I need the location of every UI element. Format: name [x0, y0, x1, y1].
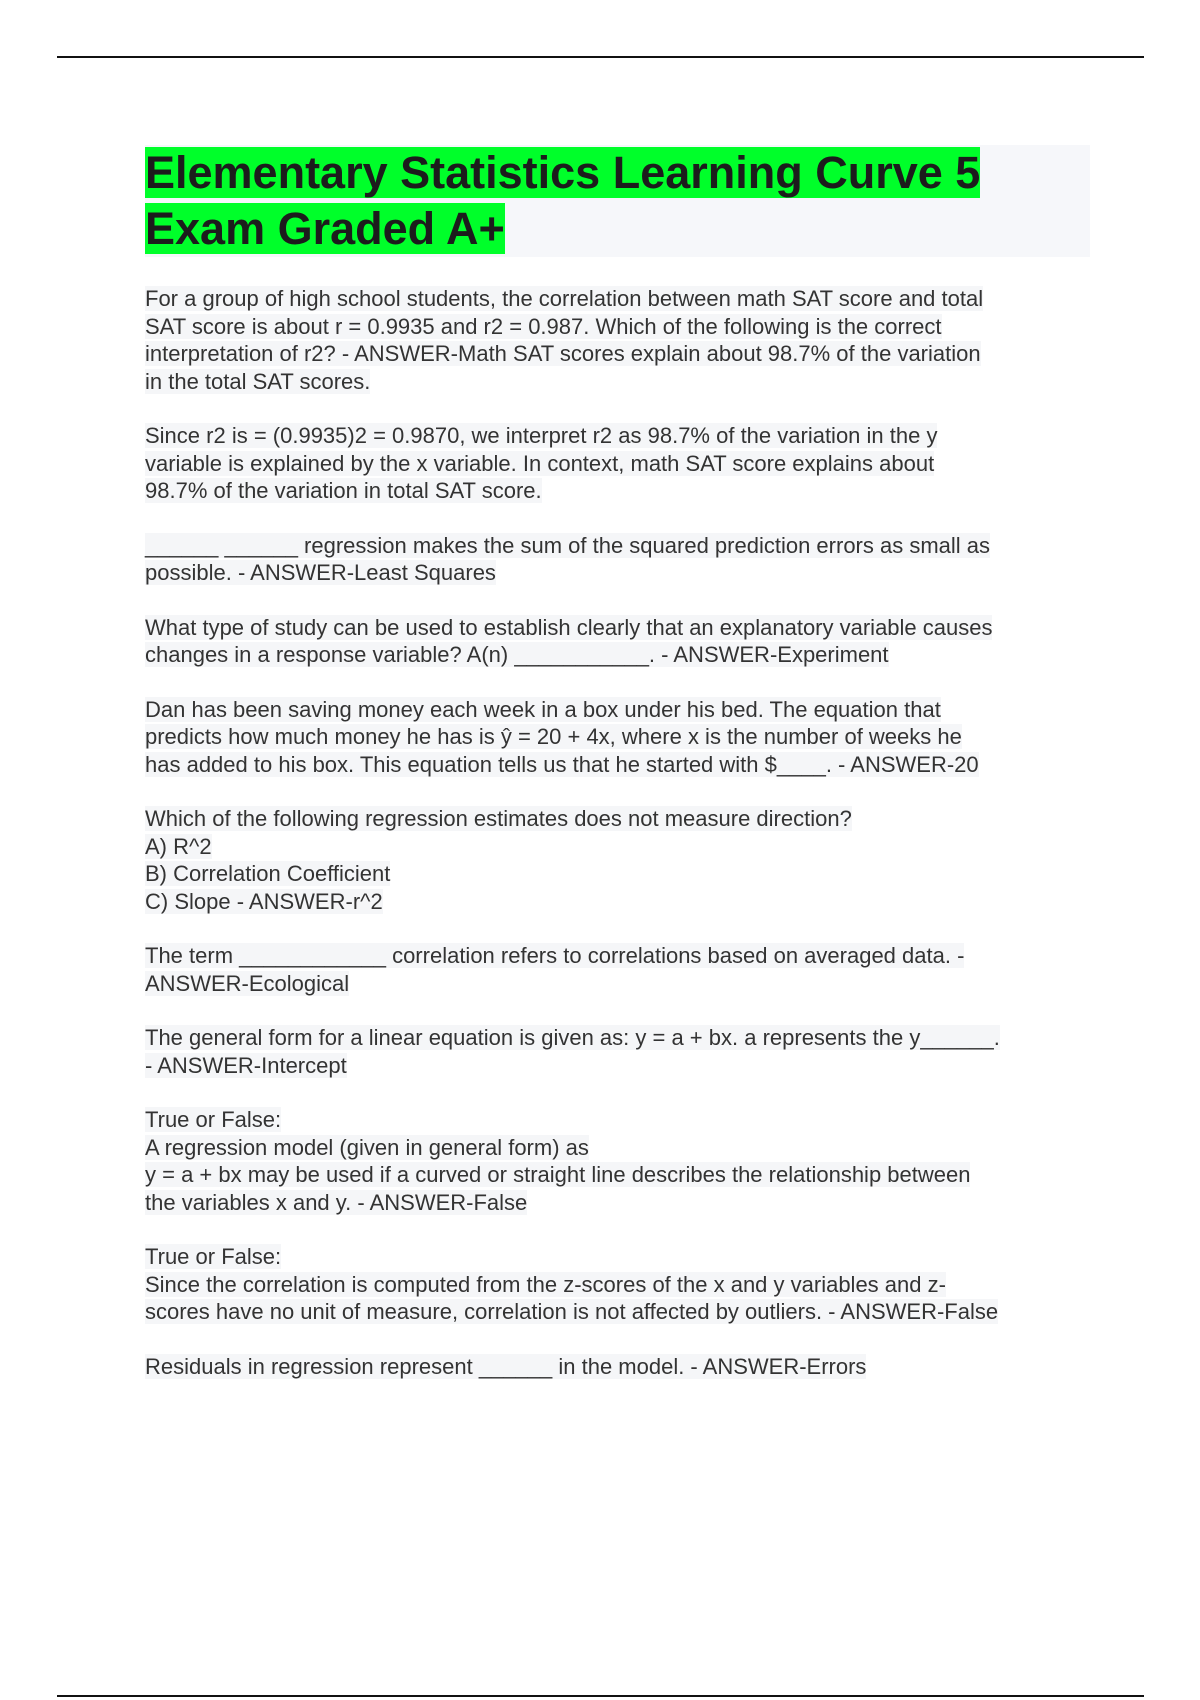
qa-line-text: interpretation of r2? - ANSWER-Math SAT scores explain about 98.7% of the variation: [145, 341, 981, 366]
qa-line: [145, 340, 1090, 368]
qa-line-text: ANSWER-Ecological: [145, 970, 350, 996]
qa-line: [145, 888, 1090, 916]
qa-line-text: - ANSWER-Intercept: [145, 1052, 347, 1078]
qa-line: [145, 696, 1090, 724]
qa-item: [145, 614, 1090, 669]
qa-line: [145, 1161, 1090, 1189]
qa-line: [145, 1243, 1090, 1271]
qa-line-text: Residuals in regression represent ______ in the model. - ANSWER-Errors: [145, 1353, 867, 1379]
document-title: [145, 145, 1090, 257]
top-rule: [57, 56, 1144, 58]
qa-line-text: variable is explained by the x variable. In context, math SAT score explains about: [145, 450, 935, 476]
qa-line: [145, 614, 1090, 642]
qa-line-text: Since r2 is = (0.9935)2 = 0.9870, we interpret r2 as 98.7% of the variation in the y: [145, 423, 938, 448]
qa-line: [145, 751, 1090, 779]
qa-item: [145, 532, 1090, 587]
qa-line-text: B) Correlation Coefficient: [145, 861, 391, 886]
qa-line: [145, 1106, 1090, 1134]
qa-line-text: True or False:: [145, 1107, 282, 1132]
qa-line: [145, 970, 1090, 998]
qa-line: [145, 1024, 1090, 1052]
qa-line-text: in the total SAT scores.: [145, 368, 371, 394]
qa-line-text: the variables x and y. - ANSWER-False: [145, 1189, 528, 1215]
qa-line-text: The general form for a linear equation is given as: y = a + bx. a represents the y______.: [145, 1025, 1000, 1050]
qa-line: [145, 805, 1090, 833]
qa-line-text: 98.7% of the variation in total SAT score.: [145, 478, 542, 503]
qa-line-text: What type of study can be used to establish clearly that an explanatory variable causes: [145, 614, 993, 640]
qa-line: [145, 422, 1090, 450]
qa-line: [145, 1271, 1090, 1299]
qa-line-text: C) Slope - ANSWER-r^2: [145, 888, 383, 914]
qa-item: [145, 805, 1090, 915]
qa-line-text: possible. - ANSWER-Least Squares: [145, 560, 496, 585]
qa-line: [145, 641, 1090, 669]
title-block: [145, 145, 1090, 257]
qa-line-text: predicts how much money he has is ŷ = 20 + 4x, where x is the number of weeks he: [145, 724, 962, 749]
qa-item: [145, 942, 1090, 997]
qa-line-text: scores have no unit of measure, correlation is not affected by outliers. - ANSWER-False: [145, 1299, 999, 1324]
qa-line: [145, 532, 1090, 560]
qa-line: [145, 477, 1090, 505]
qa-line-text: y = a + bx may be used if a curved or straight line describes the relationship between: [145, 1162, 971, 1187]
qa-item: [145, 285, 1090, 395]
qa-line-text: The term ____________ correlation refers to correlations based on averaged data. -: [145, 943, 965, 968]
qa-line: [145, 313, 1090, 341]
qa-line-text: A regression model (given in general form) as: [145, 1134, 589, 1160]
qa-line-text: Dan has been saving money each week in a box under his bed. The equation that: [145, 696, 941, 722]
qa-line: [145, 1189, 1090, 1217]
bottom-rule: [57, 1695, 1144, 1697]
qa-line: [145, 559, 1090, 587]
qa-line-text: A) R^2: [145, 833, 212, 859]
qa-item: [145, 1024, 1090, 1079]
qa-line: [145, 833, 1090, 861]
qa-line: [145, 285, 1090, 313]
qa-list: [145, 285, 1090, 1380]
qa-line: [145, 942, 1090, 970]
qa-line-text: True or False:: [145, 1244, 282, 1269]
qa-line: [145, 860, 1090, 888]
qa-item: [145, 422, 1090, 505]
qa-line-text: For a group of high school students, the correlation between math SAT score and total: [145, 286, 984, 311]
document-body: [145, 145, 1090, 1407]
qa-line: [145, 368, 1090, 396]
qa-line-text: has added to his box. This equation tells us that he started with $____. - ANSWER-20: [145, 751, 979, 777]
title-line-1: Elementary Statistics Learning Curve 5: [145, 147, 981, 198]
qa-line: [145, 1353, 1090, 1381]
qa-line-text: changes in a response variable? A(n) ___________. - ANSWER-Experiment: [145, 642, 889, 667]
qa-line: [145, 450, 1090, 478]
qa-line-text: SAT score is about r = 0.9935 and r2 = 0.987. Which of the following is the correct: [145, 313, 942, 339]
qa-line-text: ______ ______ regression makes the sum of the squared prediction errors as small as: [145, 532, 991, 558]
qa-line-text: Since the correlation is computed from the z-scores of the x and y variables and z-: [145, 1271, 946, 1297]
qa-line: [145, 1052, 1090, 1080]
title-line-2: Exam Graded A+: [145, 203, 505, 254]
qa-item: [145, 696, 1090, 779]
qa-line: [145, 723, 1090, 751]
qa-item: [145, 1243, 1090, 1326]
qa-line-text: Which of the following regression estimates does not measure direction?: [145, 806, 852, 831]
qa-line: [145, 1298, 1090, 1326]
qa-item: [145, 1353, 1090, 1381]
qa-line: [145, 1134, 1090, 1162]
qa-item: [145, 1106, 1090, 1216]
